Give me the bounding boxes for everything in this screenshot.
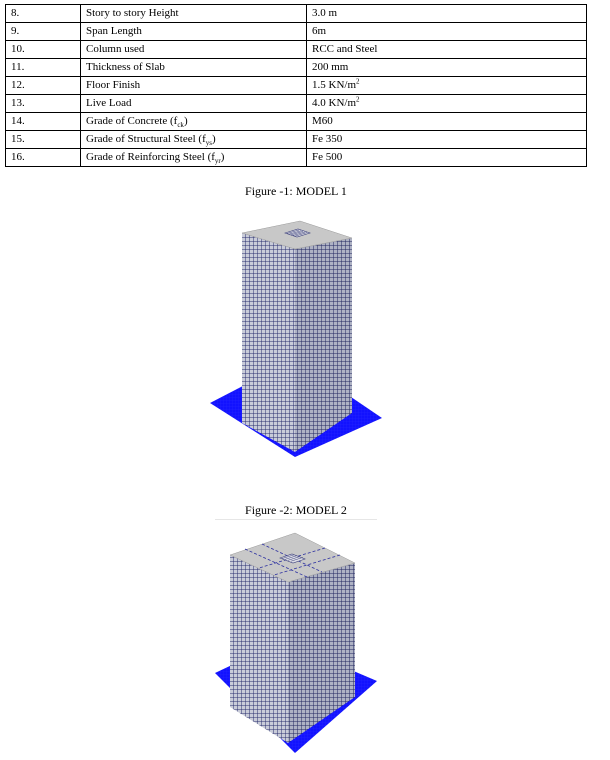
parameter-name: Live Load [81, 95, 307, 113]
parameter-value: 6m [307, 23, 587, 41]
figure-2-caption: Figure -2: MODEL 2 [245, 503, 347, 517]
table-row [6, 77, 587, 95]
table-row [6, 131, 587, 149]
parameter-name: Floor Finish [81, 77, 307, 95]
tower-left-face [242, 233, 295, 452]
item-text: Grade of Structural Steel (f [86, 133, 206, 145]
parameter-name [81, 149, 307, 167]
parameter-value [307, 77, 587, 95]
tower-left-face [230, 555, 288, 743]
parameter-value [307, 95, 587, 113]
table-row [6, 41, 587, 59]
parameter-name: Column used [81, 41, 307, 59]
model-2-figure [205, 521, 385, 756]
table-row [6, 113, 587, 131]
parameter-value: Fe 350 [307, 131, 587, 149]
separator-line [215, 519, 377, 520]
value-text: 4.0 KN/m [312, 97, 356, 109]
parameter-name [81, 113, 307, 131]
item-subscript: ck [177, 121, 184, 130]
table-row [6, 23, 587, 41]
row-number: 13. [6, 95, 81, 113]
parameters-table [5, 4, 587, 167]
value-superscript: 2 [356, 77, 360, 86]
tower-right-face [288, 563, 355, 743]
parameter-value: M60 [307, 113, 587, 131]
parameter-name [81, 131, 307, 149]
row-number: 15. [6, 131, 81, 149]
parameter-name: Thickness of Slab [81, 59, 307, 77]
table-row [6, 59, 587, 77]
row-number: 8. [6, 5, 81, 23]
value-superscript: 2 [356, 95, 360, 104]
item-close: ) [183, 115, 188, 127]
row-number: 14. [6, 113, 81, 131]
parameter-name: Story to story Height [81, 5, 307, 23]
model-1-figure [205, 205, 385, 460]
item-text: Grade of Reinforcing Steel (f [86, 151, 215, 163]
parameter-value: Fe 500 [307, 149, 587, 167]
table-row [6, 5, 587, 23]
item-close: ) [220, 151, 225, 163]
row-number: 16. [6, 149, 81, 167]
figure-1-caption: Figure -1: MODEL 1 [245, 184, 347, 198]
item-subscript: ys [205, 139, 212, 148]
row-number: 9. [6, 23, 81, 41]
parameter-value: RCC and Steel [307, 41, 587, 59]
row-number: 11. [6, 59, 81, 77]
item-subscript: yr [214, 157, 221, 166]
row-number: 10. [6, 41, 81, 59]
row-number: 12. [6, 77, 81, 95]
parameter-value: 3.0 m [307, 5, 587, 23]
item-close: ) [211, 133, 216, 145]
table-row [6, 149, 587, 167]
parameter-value: 200 mm [307, 59, 587, 77]
value-text: 1.5 KN/m [312, 79, 356, 91]
table-row [6, 95, 587, 113]
parameter-name: Span Length [81, 23, 307, 41]
item-text: Grade of Concrete (f [86, 115, 178, 127]
